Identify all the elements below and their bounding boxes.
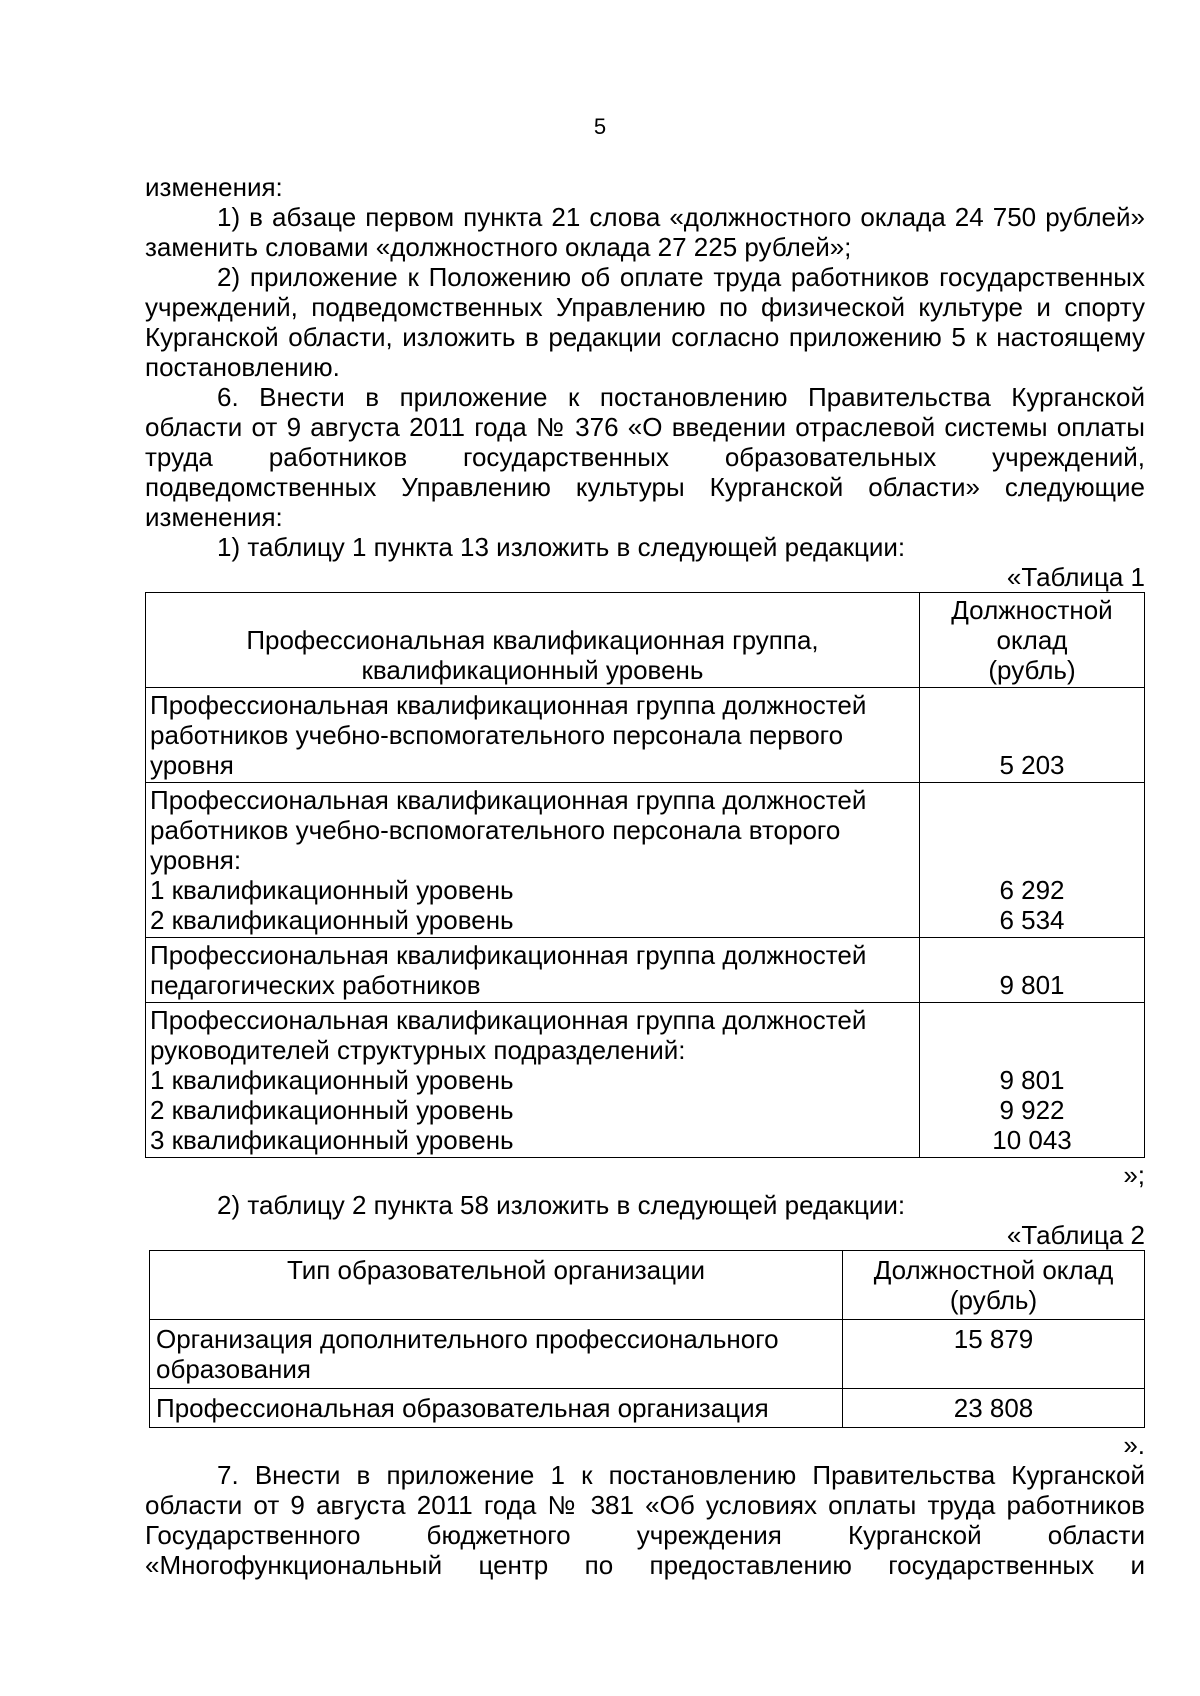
table-1	[145, 592, 1145, 1158]
salary-cell	[843, 1320, 1145, 1389]
cell-line: работников учебно-вспомогательного персонала второго	[150, 815, 841, 845]
header-text: Профессиональная квалификационная группа,	[246, 625, 819, 655]
cell-line: Профессиональная квалификационная группа должностей	[150, 1005, 867, 1035]
cell-line: уровня:	[150, 845, 242, 875]
paragraph: 6. Внести в приложение к постановлению Правительства Курганской области от 9 августа 2011 года № 376 «О введении отраслевой системы оплаты труда работников государственных образовательных учреждений, подведомственных Управлению культуры Курганской области» следующие изменения:	[145, 382, 1145, 532]
header-cell	[920, 593, 1145, 688]
salary-value: 9 801	[999, 970, 1065, 1000]
salary-value: 9 922	[999, 1095, 1065, 1125]
table1-caption: «Таблица 1	[1006, 562, 1145, 592]
group-cell	[146, 783, 920, 938]
salary-value: 10 043	[992, 1125, 1072, 1155]
cell-line: Профессиональная квалификационная группа должностей	[150, 940, 867, 970]
org-type-cell	[150, 1389, 843, 1428]
salary-value: 15 879	[953, 1324, 1034, 1354]
cell-line: педагогических работников	[150, 970, 481, 1000]
table-row	[146, 938, 1145, 1003]
table2-end-mark: ».	[1123, 1430, 1145, 1460]
header-text: (рубль)	[949, 1285, 1038, 1315]
cell-line: Профессиональная образовательная организация	[156, 1393, 769, 1423]
paragraph: 2) приложение к Положению об оплате труда работников государственных учреждений, подведомственных Управлению по физической культуре и спорту Курганской области, изложить в редакции согласно приложению 5 к настоящему постановлению.	[145, 262, 1145, 382]
header-text: Тип образовательной организации	[286, 1255, 706, 1285]
salary-cell	[843, 1389, 1145, 1428]
cell-line: Профессиональная квалификационная группа должностей	[150, 785, 867, 815]
cell-line: 1 квалификационный уровень	[150, 875, 514, 905]
salary-cell	[920, 783, 1145, 938]
group-cell	[146, 938, 920, 1003]
table-row	[150, 1389, 1145, 1428]
header-text: Должностной оклад	[873, 1255, 1114, 1285]
paragraph: 1) в абзаце первом пункта 21 слова «должностного оклада 24 750 рублей» заменить словами «должностного оклада 27 225 рублей»;	[145, 202, 1145, 262]
salary-value: 6 292	[999, 875, 1065, 905]
cell-line: 3 квалификационный уровень	[150, 1125, 514, 1155]
cell-line: работников учебно-вспомогательного персонала первого	[150, 720, 844, 750]
paragraph: изменения:	[145, 172, 283, 202]
table-row	[146, 688, 1145, 783]
table-row	[146, 783, 1145, 938]
header-cell	[146, 593, 920, 688]
salary-cell	[920, 1003, 1145, 1158]
cell-line: уровня	[150, 750, 234, 780]
cell-line: Профессиональная квалификационная группа должностей	[150, 690, 867, 720]
document-body	[145, 172, 1145, 1580]
cell-line: 2 квалификационный уровень	[150, 905, 514, 935]
header-text: квалификационный уровень	[361, 655, 704, 685]
header-cell	[843, 1251, 1145, 1320]
salary-cell	[920, 938, 1145, 1003]
cell-line: Организация дополнительного профессионального	[156, 1324, 779, 1354]
org-type-cell	[150, 1320, 843, 1389]
header-text: (рубль)	[988, 655, 1076, 685]
salary-value: 9 801	[999, 1065, 1065, 1095]
table-header-row	[150, 1251, 1145, 1320]
cell-line: руководителей структурных подразделений:	[150, 1035, 686, 1065]
salary-value: 23 808	[953, 1393, 1034, 1423]
table1-end-mark: »;	[1123, 1160, 1145, 1190]
group-cell	[146, 688, 920, 783]
table-row	[146, 1003, 1145, 1158]
header-cell	[150, 1251, 843, 1320]
table-header-row	[146, 593, 1145, 688]
cell-line: образования	[156, 1354, 312, 1384]
table-2	[149, 1250, 1145, 1428]
salary-value: 5 203	[999, 750, 1065, 780]
group-cell	[146, 1003, 920, 1158]
cell-line: 1 квалификационный уровень	[150, 1065, 514, 1095]
salary-cell	[920, 688, 1145, 783]
cell-line: 2 квалификационный уровень	[150, 1095, 514, 1125]
table-row	[150, 1320, 1145, 1389]
page-number: 5	[593, 114, 607, 139]
table2-caption: «Таблица 2	[1006, 1220, 1145, 1250]
paragraph: 7. Внести в приложение 1 к постановлению Правительства Курганской области от 9 августа 2011 года № 381 «Об условиях оплаты труда работников Государственного бюджетного учреждения Курганской области «Многофункциональный центр по предоставлению государственных и	[145, 1460, 1145, 1580]
header-text: Должностной оклад	[951, 595, 1113, 655]
salary-value: 6 534	[999, 905, 1065, 935]
paragraph: 2) таблицу 2 пункта 58 изложить в следующей редакции:	[217, 1190, 906, 1220]
paragraph: 1) таблицу 1 пункта 13 изложить в следующей редакции:	[217, 532, 906, 562]
